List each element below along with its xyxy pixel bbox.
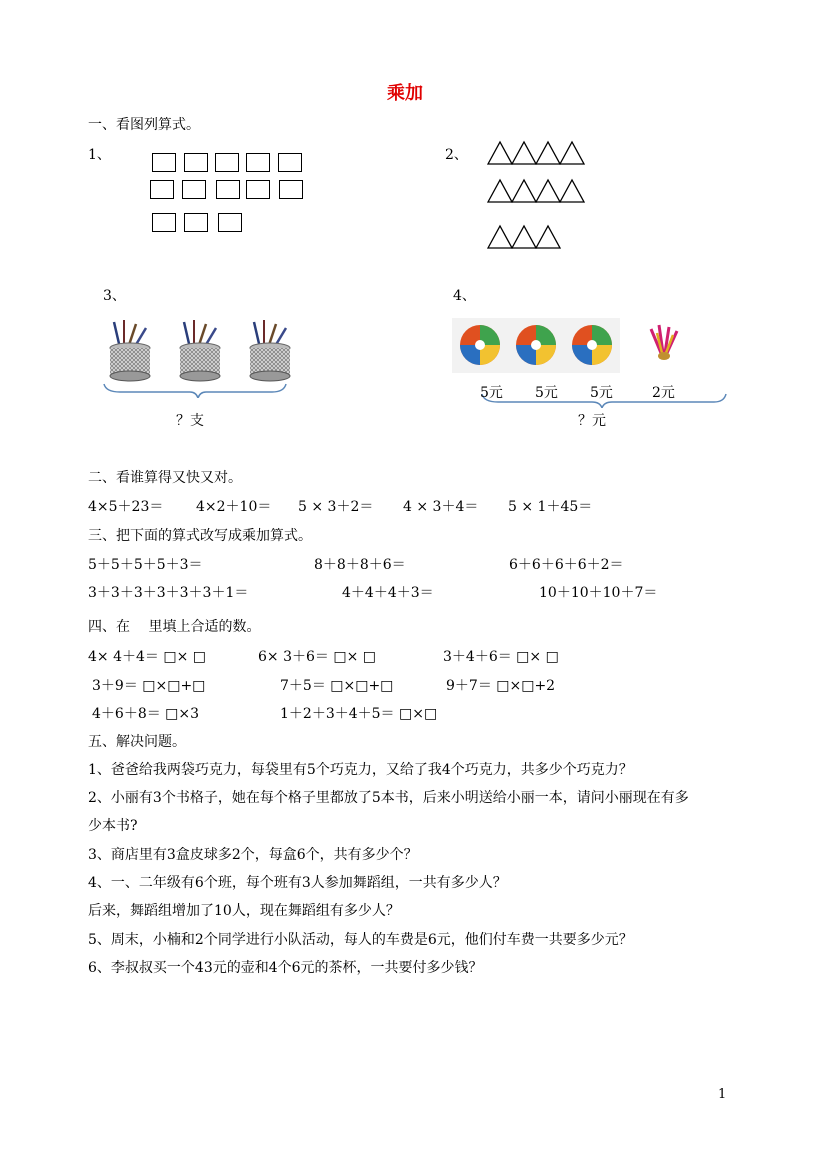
rewrite-item: 8＋8＋8＋6＝	[314, 557, 406, 573]
square	[184, 153, 208, 172]
fill-item: 4＋6＋8＝ □×3	[92, 706, 200, 722]
page-number: 1	[718, 1087, 727, 1102]
section2-heading: 二、看谁算得又快又对。	[88, 470, 242, 486]
shuttlecock-image	[651, 325, 677, 360]
fill-item: 1＋2＋3＋4＋5＝ □×□	[280, 706, 438, 722]
calc-item: 5 × 1＋45＝	[508, 499, 593, 515]
question1-label: 1、	[88, 147, 111, 163]
page-title: 乘加	[387, 83, 423, 104]
square	[152, 213, 176, 232]
fill-item: 3＋4＋6＝ □× □	[443, 649, 559, 665]
section1-heading: 一、看图列算式。	[88, 117, 200, 133]
word-problem: 少本书?	[88, 818, 138, 834]
pen-holder-image	[180, 320, 220, 381]
word-problem: 2、小丽有3个书格子，她在每个格子里都放了5本书，后来小明送给小丽一本，请问小丽现在有多	[88, 790, 689, 806]
triangle	[560, 180, 584, 202]
rewrite-item: 6＋6＋6＋6＋2＝	[509, 557, 624, 573]
price-label: 5元	[590, 385, 613, 401]
triangle	[560, 142, 584, 164]
square	[278, 153, 302, 172]
price-label: 5元	[535, 385, 558, 401]
fill-item: 3＋9＝ □×□+□	[92, 678, 206, 694]
calc-item: 4×5＋23＝	[88, 499, 164, 515]
rewrite-item: 3＋3＋3＋3＋3＋3＋1＝	[88, 585, 249, 601]
pen-holder-image	[110, 320, 150, 381]
square	[246, 153, 270, 172]
calc-item: 4×2＋10＝	[196, 499, 272, 515]
triangle	[512, 142, 536, 164]
square	[150, 180, 174, 199]
section3-heading: 三、把下面的算式改写成乘加算式。	[88, 528, 312, 544]
word-problem: 5、周末，小楠和2个同学进行小队活动，每人的车费是6元，他们付车费一共要多少元？	[88, 932, 633, 948]
triangle	[488, 180, 512, 202]
question4-answer: ？元	[578, 413, 606, 429]
word-problem: 1、爸爸给我两袋巧克力，每袋里有5个巧克力，又给了我4个巧克力，共多少个巧克力？	[88, 762, 633, 778]
word-problem: 后来，舞蹈组增加了10人，现在舞蹈组有多少人？	[88, 903, 400, 919]
triangle	[512, 226, 536, 248]
triangle	[488, 226, 512, 248]
pen-holders-group	[100, 318, 300, 398]
ball-image	[452, 318, 508, 373]
price-label: 2元	[652, 385, 675, 401]
square	[215, 153, 239, 172]
fill-item: 6× 3＋6＝ □× □	[258, 649, 376, 665]
section5-heading: 五、解决问题。	[88, 734, 186, 750]
square	[184, 213, 208, 232]
fill-item: 7＋5＝ □×□+□	[280, 678, 394, 694]
square	[218, 213, 242, 232]
question2-label: 2、	[445, 147, 468, 163]
triangle	[512, 180, 536, 202]
brace-icon	[104, 384, 286, 398]
price-label: 5元	[480, 385, 503, 401]
ball-image	[508, 318, 564, 373]
ball-image	[564, 318, 620, 373]
square	[216, 180, 240, 199]
rewrite-item: 5＋5＋5＋5＋3＝	[88, 557, 203, 573]
square	[246, 180, 270, 199]
calc-item: 4 × 3＋4＝	[403, 499, 479, 515]
rewrite-item: 4＋4＋4＋3＝	[342, 585, 434, 601]
question3-label: 3、	[103, 288, 126, 304]
calc-item: 5 × 3＋2＝	[298, 499, 374, 515]
question3-answer: ？支	[176, 413, 204, 429]
word-problem: 3、商店里有3盒皮球多2个，每盒6个，共有多少个？	[88, 847, 418, 863]
question4-label: 4、	[453, 288, 476, 304]
square	[152, 153, 176, 172]
square	[279, 180, 303, 199]
rewrite-item: 10＋10＋10＋7＝	[539, 585, 658, 601]
word-problem: 4、一、二年级有6个班，每个班有3人参加舞蹈组，一共有多少人？	[88, 875, 507, 891]
triangle	[536, 226, 560, 248]
triangle	[536, 180, 560, 202]
triangles-group	[480, 138, 600, 253]
pen-holder-image	[250, 320, 290, 381]
fill-item: 4× 4＋4＝ □× □	[88, 649, 206, 665]
square	[182, 180, 206, 199]
triangle	[488, 142, 512, 164]
section4-heading: 四、在 里填上合适的数。	[88, 619, 261, 635]
word-problem: 6、李叔叔买一个43元的壶和4个6元的茶杯，一共要付多少钱？	[88, 960, 483, 976]
fill-item: 9＋7＝ □×□+2	[446, 678, 556, 694]
triangle	[536, 142, 560, 164]
